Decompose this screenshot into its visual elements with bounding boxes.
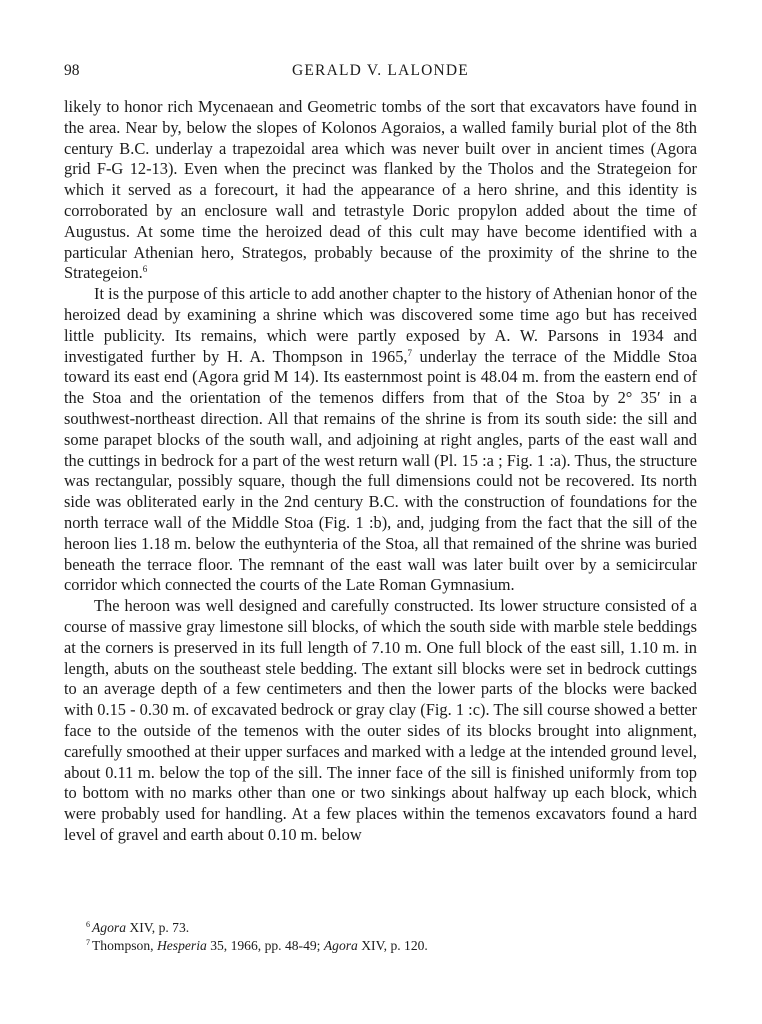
era-abbreviation: B.C. <box>119 138 150 158</box>
footnote-mark: 7 <box>86 937 90 947</box>
text-run: It is the purpose of this article to add another chapter to the history of Athenian honor of the heroized dead by examining a shrine which was discovered some time ago but has received little publicity. Its remains, which were partly exposed by A. W. Parsons in 1934 and investigated further by H. A. Thompson in 1965, <box>64 284 697 366</box>
paragraph-1 <box>64 97 697 284</box>
footnote-reference[interactable]: 7 <box>407 347 412 358</box>
footnote-italic-title: Agora <box>92 920 126 935</box>
footnotes <box>86 919 697 954</box>
text-run: underlay a trapezoidal area which was never built over in ancient times (Agora grid F-G 12-13). Even when the precinct was flanked by the Tholos and the Strategeion for which it served as a forecourt, it had the appearance of a hero shrine, and this identity is corroborated by an enclosure wall and tetrastyle Doric propylon added about the time of Augustus. At some time the heroized dead of this cult may have become identified with a particular Athenian hero, Strategos, probably because of the proximity of the shrine to the Strategeion. <box>64 138 697 283</box>
footnote-7 <box>86 937 697 955</box>
text-run: underlay the terrace of the Middle Stoa toward its east end (Agora grid M 14). Its easternmost point is 48.04 m. from the eastern end of the Stoa and the orientation of the temenos differs from that of the Stoa by 2° 35′ in a southwest-northeast direction. All that remains of the shrine is from its south side: the sill and some parapet blocks of the south wall, and adjoining at right angles, parts of the east wall and the cuttings in bedrock for a part of the west return wall (Pl. 15 :a ; Fig. 1 :a). Thus, the structure was rectangular, possibly square, though the full dimensions could not be recovered. Its north side was obliterated early in the 2nd century <box>64 346 697 512</box>
running-title: GERALD V. LALONDE <box>292 62 469 79</box>
footnote-italic-title: Agora <box>323 937 358 953</box>
footnote-text: XIV, p. 73. <box>125 920 190 935</box>
footnote-text: Thompson, <box>92 937 157 953</box>
paragraph-2 <box>64 284 697 596</box>
footnote-text: XIV, p. 120. <box>357 937 428 953</box>
paragraph-3 <box>64 596 697 846</box>
footnote-journal-title: Hesperia <box>156 937 207 953</box>
footnote-reference[interactable]: 6 <box>142 264 148 275</box>
footnote-text: 35, 1966, pp. 48-49; <box>206 937 324 953</box>
body-text <box>64 97 697 846</box>
page <box>64 0 697 1024</box>
page-number: 98 <box>64 62 80 79</box>
text-run: likely to honor rich Mycenaean and Geometric tombs of the sort that excavators have found in the area. Near by, below the slopes of Kolonos Agoraios, a walled family burial plot of the 8th century <box>64 97 697 158</box>
running-head <box>64 62 697 84</box>
era-abbreviation: B.C. <box>368 492 399 512</box>
footnote-mark: 6 <box>86 920 90 929</box>
text-run: The heroon was well designed and carefully constructed. Its lower structure consisted of a course of massive gray limestone sill blocks, of which the south side with marble stele beddings at the corners is preserved in its full length of 7.10 m. One full block of the east sill, 1.10 m. in length, abuts on the southeast stele bedding. The extant sill blocks were set in bedrock cuttings to an average depth of a few centimeters and then the lower parts of the blocks were backed with 0.15 - 0.30 m. of excavated bedrock or gray clay (Fig. 1 :c). The sill course showed a better face to the outside of the temenos with the outer sides of its blocks brought into alignment, carefully smoothed at their upper surfaces and marked with a ledge at the intended ground level, about 0.11 m. below the top of the sill. The inner face of the sill is finished uniformly from top to bottom with no marks other than one or two sinkings about halfway up each block, which were probably used for handling. At a few places within the temenos excavators found a hard level of gravel and earth about 0.10 m. below <box>64 596 697 844</box>
footnote-6 <box>86 919 697 937</box>
text-run: with the construction of foundations for the north terrace wall of the Middle Stoa (Fig. 1 :b), and, judging from the fact that the sill of the heroon lies 1.18 m. below the euthynteria of the Stoa, all that remained of the shrine was buried beneath the terrace floor. The remnant of the east wall was later built over by a semicircular corridor which connected the courts of the Late Roman Gymnasium. <box>64 492 697 595</box>
